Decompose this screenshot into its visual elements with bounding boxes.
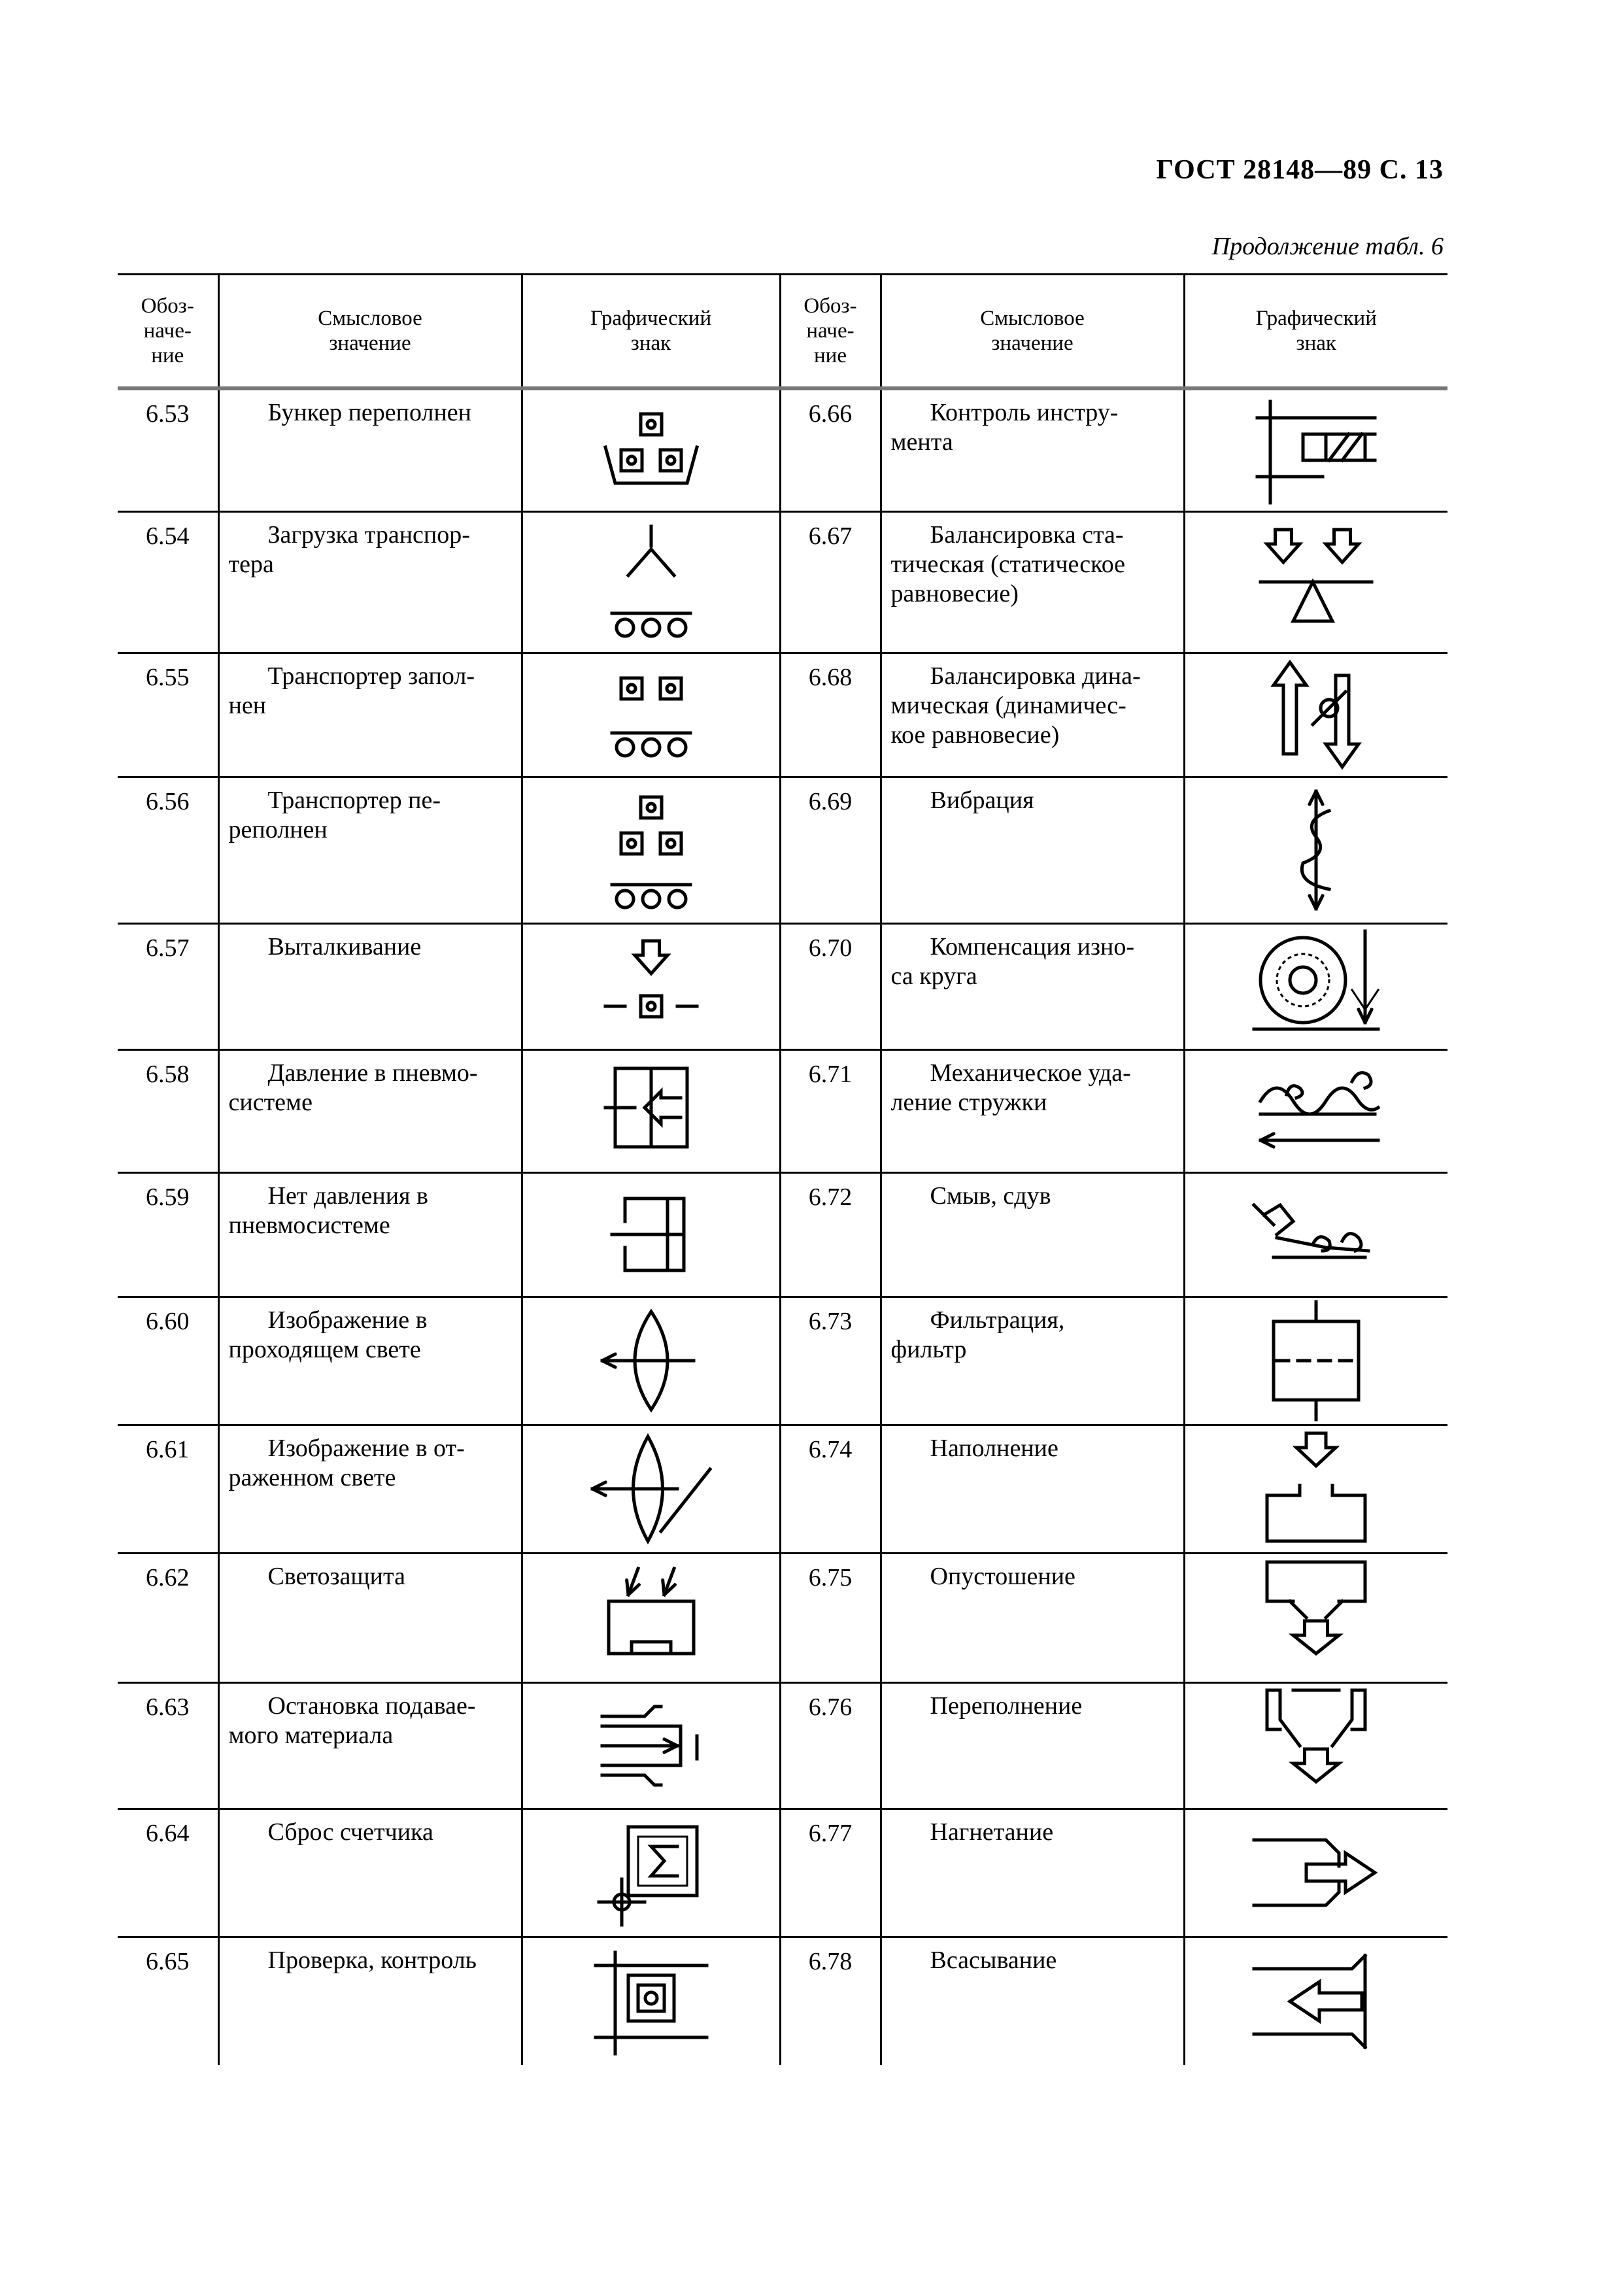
designation-cell: 6.58	[118, 1049, 218, 1172]
conveyor-full-icon	[523, 666, 779, 764]
designation-cell: 6.66	[780, 388, 881, 511]
pressurizing-icon	[1185, 1817, 1448, 1928]
col-sign-header: Графический знак	[522, 275, 780, 389]
graphic-sign-cell	[1184, 1049, 1447, 1172]
meaning-cell: Фильтрация, фильтр	[881, 1297, 1184, 1425]
chip-removal-icon	[1185, 1055, 1448, 1166]
ejection-icon	[523, 938, 779, 1036]
col-designation-header: Обоз- наче- ние	[780, 275, 881, 389]
graphic-sign-cell	[522, 1937, 780, 2065]
table-row	[118, 1172, 1447, 1297]
graphic-sign-cell	[522, 1682, 780, 1809]
bunker-overfull-icon	[523, 401, 779, 500]
designation-cell: 6.74	[780, 1425, 881, 1553]
filling-icon	[1185, 1430, 1448, 1548]
meaning-cell: Вибрация	[881, 777, 1184, 923]
designation-cell: 6.72	[780, 1172, 881, 1297]
designation-cell: 6.70	[780, 923, 881, 1049]
table-row	[118, 511, 1447, 653]
designation-cell: 6.73	[780, 1297, 881, 1425]
meaning-cell: Балансировка ста- тическая (статическое равновесие)	[881, 511, 1184, 653]
static-balancing-icon	[1185, 523, 1448, 641]
meaning-cell: Балансировка дина- мическая (динамичес- кое равновесие)	[881, 653, 1184, 777]
graphic-sign-cell	[1184, 923, 1447, 1049]
designation-cell: 6.63	[118, 1682, 218, 1809]
col-designation-header: Обоз- наче- ние	[118, 275, 218, 389]
pneumatic-pressure-icon	[523, 1062, 779, 1160]
meaning-cell: Опустошение	[881, 1553, 1184, 1682]
table-row	[118, 777, 1447, 923]
no-pneumatic-pressure-icon	[523, 1185, 779, 1284]
graphic-sign-cell	[522, 388, 780, 511]
meaning-cell: Переполнение	[881, 1682, 1184, 1809]
designation-cell: 6.53	[118, 388, 218, 511]
table-row	[118, 923, 1447, 1049]
symbols-table	[118, 273, 1447, 2065]
graphic-sign-cell	[1184, 388, 1447, 511]
graphic-sign-cell	[1184, 1809, 1447, 1937]
graphic-sign-cell	[522, 653, 780, 777]
table-row	[118, 388, 1447, 511]
meaning-cell: Механическое уда- ление стружки	[881, 1049, 1184, 1172]
designation-cell: 6.62	[118, 1553, 218, 1682]
meaning-cell: Выталкивание	[218, 923, 522, 1049]
meaning-cell: Светозащита	[218, 1553, 522, 1682]
col-meaning-header: Смысловое значение	[881, 275, 1184, 389]
designation-cell: 6.57	[118, 923, 218, 1049]
meaning-cell: Проверка, контроль	[218, 1937, 522, 2065]
tool-control-icon	[1185, 395, 1448, 506]
table-continuation-note: Продолжение табл. 6	[1211, 233, 1444, 260]
meaning-cell: Нагнетание	[881, 1809, 1184, 1937]
designation-cell: 6.68	[780, 653, 881, 777]
table-row	[118, 653, 1447, 777]
table-header-row	[118, 275, 1447, 389]
table-row	[118, 1937, 1447, 2065]
wash-blow-icon	[1185, 1185, 1448, 1284]
reflected-light-image-icon	[523, 1430, 779, 1548]
meaning-cell: Компенсация изно- са круга	[881, 923, 1184, 1049]
col-sign-header: Графический знак	[1184, 275, 1447, 389]
meaning-cell: Транспортер запол- нен	[218, 653, 522, 777]
table-row	[118, 1809, 1447, 1937]
graphic-sign-cell	[522, 1425, 780, 1553]
designation-cell: 6.55	[118, 653, 218, 777]
graphic-sign-cell	[1184, 1937, 1447, 2065]
graphic-sign-cell	[1184, 1553, 1447, 1682]
light-protection-icon	[523, 1562, 779, 1673]
designation-cell: 6.71	[780, 1049, 881, 1172]
graphic-sign-cell	[1184, 1682, 1447, 1809]
graphic-sign-cell	[522, 777, 780, 923]
graphic-sign-cell	[522, 511, 780, 653]
graphic-sign-cell	[522, 1049, 780, 1172]
meaning-cell: Сброс счетчика	[218, 1809, 522, 1937]
table-row	[118, 1425, 1447, 1553]
meaning-cell: Нет давления в пневмосистеме	[218, 1172, 522, 1297]
graphic-sign-cell	[1184, 511, 1447, 653]
meaning-cell: Наполнение	[881, 1425, 1184, 1553]
graphic-sign-cell	[1184, 777, 1447, 923]
designation-cell: 6.75	[780, 1553, 881, 1682]
designation-cell: 6.76	[780, 1682, 881, 1809]
graphic-sign-cell	[1184, 1172, 1447, 1297]
table-row	[118, 1297, 1447, 1425]
graphic-sign-cell	[1184, 1297, 1447, 1425]
designation-cell: 6.69	[780, 777, 881, 923]
graphic-sign-cell	[1184, 1425, 1447, 1553]
designation-cell: 6.67	[780, 511, 881, 653]
meaning-cell: Контроль инстру- мента	[881, 388, 1184, 511]
table-row	[118, 1682, 1447, 1809]
col-meaning-header: Смысловое значение	[218, 275, 522, 389]
designation-cell: 6.54	[118, 511, 218, 653]
counter-reset-icon	[523, 1817, 779, 1928]
meaning-cell: Всасывание	[881, 1937, 1184, 2065]
designation-cell: 6.61	[118, 1425, 218, 1553]
designation-cell: 6.77	[780, 1809, 881, 1937]
conveyor-loading-icon	[523, 523, 779, 641]
graphic-sign-cell	[522, 1809, 780, 1937]
meaning-cell: Загрузка транспор- тера	[218, 511, 522, 653]
dynamic-balancing-icon	[1185, 656, 1448, 774]
designation-cell: 6.64	[118, 1809, 218, 1937]
overflow-icon	[1185, 1684, 1448, 1808]
meaning-cell: Смыв, сдув	[881, 1172, 1184, 1297]
graphic-sign-cell	[1184, 653, 1447, 777]
page-header: ГОСТ 28148—89 С. 13	[1156, 155, 1444, 185]
filter-icon	[1185, 1299, 1448, 1423]
check-control-icon	[523, 1946, 779, 2057]
designation-cell: 6.65	[118, 1937, 218, 2065]
suction-icon	[1185, 1946, 1448, 2057]
meaning-cell: Остановка подавае- мого материала	[218, 1682, 522, 1809]
table-row	[118, 1553, 1447, 1682]
meaning-cell: Транспортер пе- реполнен	[218, 777, 522, 923]
graphic-sign-cell	[522, 1172, 780, 1297]
wheel-wear-compensation-icon	[1185, 925, 1448, 1049]
conveyor-overfull-icon	[523, 791, 779, 909]
designation-cell: 6.78	[780, 1937, 881, 2065]
meaning-cell: Бункер переполнен	[218, 388, 522, 511]
vibration-icon	[1185, 785, 1448, 915]
transmitted-light-image-icon	[523, 1305, 779, 1416]
meaning-cell: Давление в пневмо- системе	[218, 1049, 522, 1172]
meaning-cell: Изображение в проходящем свете	[218, 1297, 522, 1425]
graphic-sign-cell	[522, 1297, 780, 1425]
material-feed-stop-icon	[523, 1697, 779, 1795]
emptying-icon	[1185, 1556, 1448, 1680]
meaning-cell: Изображение в от- раженном свете	[218, 1425, 522, 1553]
graphic-sign-cell	[522, 923, 780, 1049]
table-row	[118, 1049, 1447, 1172]
designation-cell: 6.59	[118, 1172, 218, 1297]
graphic-sign-cell	[522, 1553, 780, 1682]
designation-cell: 6.56	[118, 777, 218, 923]
designation-cell: 6.60	[118, 1297, 218, 1425]
